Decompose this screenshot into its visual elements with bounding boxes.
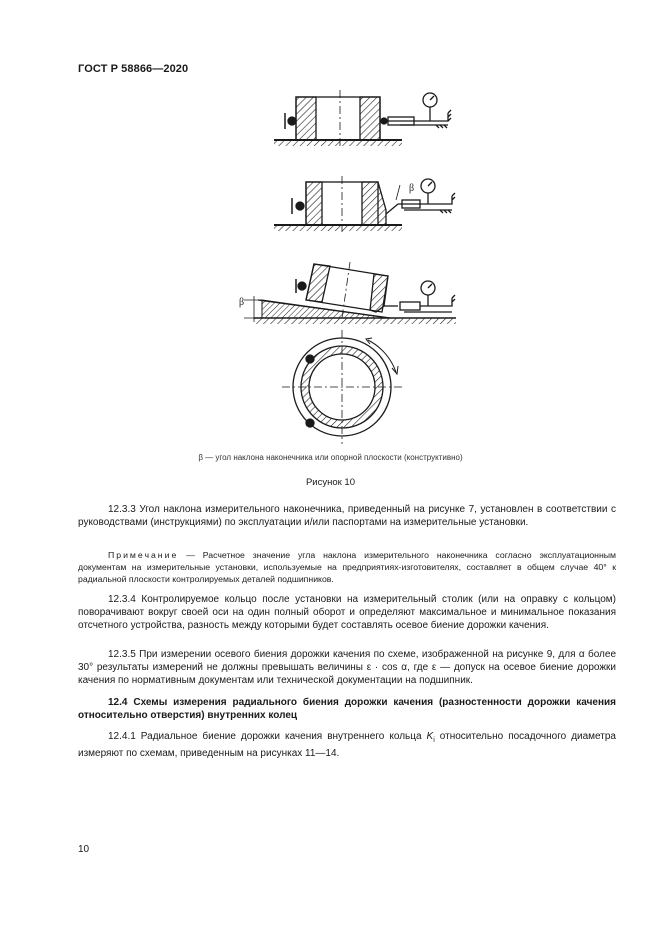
- figure-caption: Рисунок 10: [305, 477, 356, 488]
- scheme-4-top-view: [282, 330, 402, 444]
- figure-10-drawing: [0, 0, 661, 450]
- beta-label-left: β: [239, 297, 245, 308]
- document-header: ГОСТ Р 58866—2020: [78, 63, 189, 75]
- section-12-4: [78, 696, 616, 722]
- k-symbol: K: [426, 731, 434, 742]
- scheme-1: [274, 90, 451, 148]
- note-block: [78, 549, 616, 585]
- paragraph-12-3-3: 12.3.3 Угол наклона измерительного наконечника, приведенный на рисунке 7, установлен в соответствии с руководствами (инструкциями) по эксплуатации и/или паспортами на измерительные установки.: [78, 504, 616, 529]
- paragraph-12-4-1: 12.4.1 Радиальное биение дорожки качения внутреннего кольца $K_i$ относительно посадочного диаметра измеряют по схемам, приведенным на рисунках 11—14.: [78, 731, 616, 760]
- page-number: 10: [78, 844, 90, 855]
- paragraph-12-3-4: 12.3.4 Контролируемое кольцо после установки на измерительный столик (или на оправку с кольцом) поворачивают вокруг своей оси на один полный оборот и определяют максимальное и минимальное показания отсчетного устройства, разность между которыми будет составлять осевое биение дорожки качения.: [78, 594, 616, 632]
- note-label: Примечание: [108, 550, 179, 560]
- note-text: — Расчетное значение угла наклона измерительного наконечника согласно эксплуатационным документам на измерительные установки, используемые на предприятиях-изготовителях, составляет в общем случае 40° к радиальной плоскости контролируемых деталей подшипников.: [78, 550, 616, 584]
- scheme-3: [244, 262, 456, 324]
- figure-legend: β — угол наклона наконечника или опорной плоскости (конструктивно): [198, 453, 463, 462]
- paragraph-12-3-5: 12.3.5 При измерении осевого биения дорожки качения по схеме, изображенной на рисунке 9, для α более 30° результаты измерений не должны превышать величины ε · cos α, где ε — допуск на осевое биение дорожки качения по нормативным документам или технической документации на подшипник.: [78, 649, 616, 687]
- section-heading-12-4: 12.4 Схемы измерения радиального биения дорожки качения (разностенности дорожки качения относительно отверстия) внутренних колец: [78, 697, 616, 722]
- scheme-2: [274, 176, 455, 232]
- beta-label-top: β: [409, 183, 415, 194]
